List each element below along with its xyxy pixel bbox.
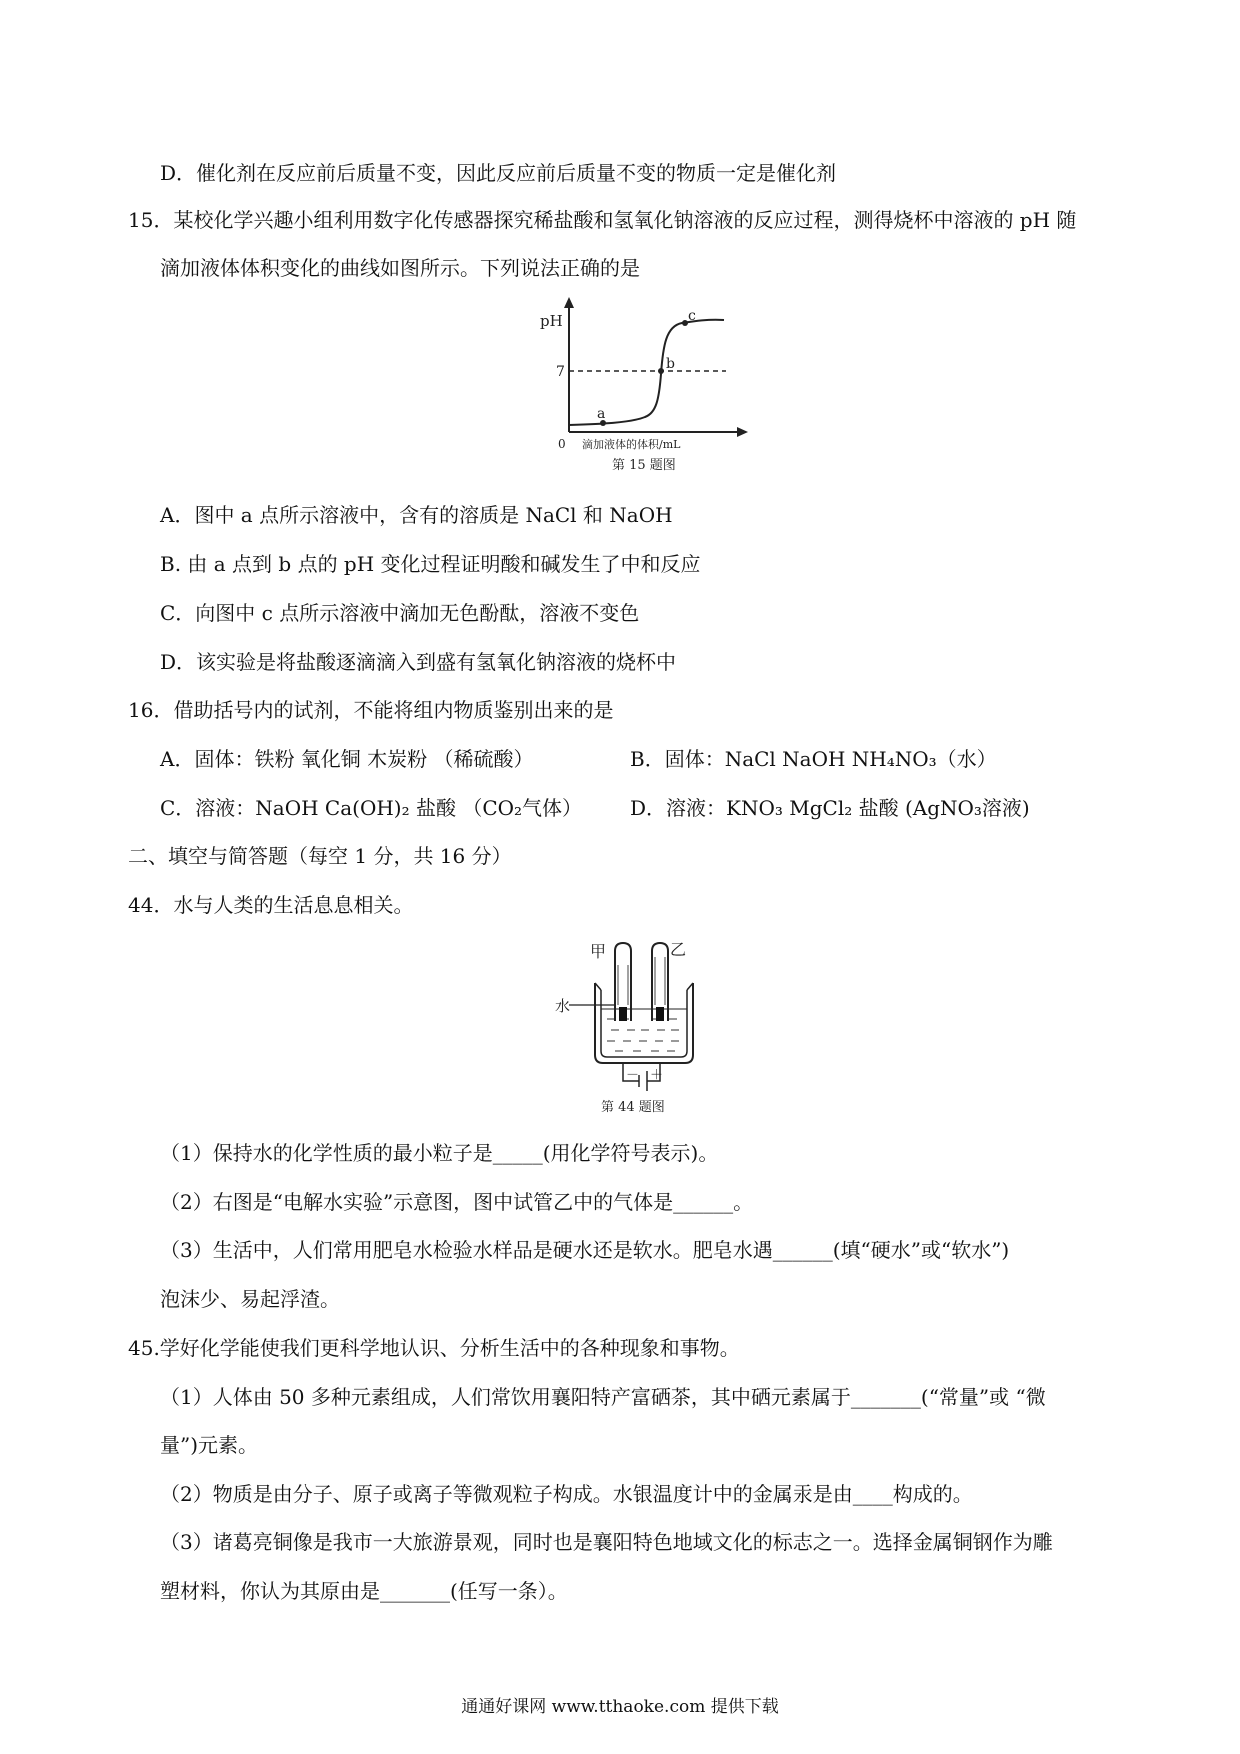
q15-ph-curve-figure [540,296,760,486]
q44-stem: 44．水与人类的生活息息相关。 [128,893,414,917]
point-c-label: c [688,308,696,324]
page-footer: 通通好课网 www.tthaoke.com 提供下载 [461,1697,779,1717]
point-b-label: b [666,356,675,372]
q16-option-a: A．固体：铁粉 氧化铜 木炭粉 （稀硫酸） [160,747,534,771]
q44-part2: （2）右图是“电解水实验”示意图，图中试管乙中的气体是______。 [160,1190,754,1214]
tick-7-label: 7 [556,364,565,380]
q15-stem-line1: 15．某校化学兴趣小组利用数字化传感器探究稀盐酸和氢氧化钠溶液的反应过程，测得烧杯中溶液的 pH 随 [128,208,1077,232]
label-plus: ＋ [650,1068,664,1083]
y-axis-label: pH [540,312,563,330]
q45-part3-line2: 塑材料，你认为其原由是_______(任写一条）。 [160,1579,568,1603]
point-a-label: a [597,406,606,422]
section-2-title: 二、填空与简答题（每空 1 分，共 16 分） [128,844,512,868]
q44-electrolysis-figure [555,935,715,1120]
q45-stem: 45.学好化学能使我们更科学地认识、分析生活中的各种现象和事物。 [128,1336,740,1360]
point-b-dot [658,368,664,374]
q45-part3-line1: （3）诸葛亮铜像是我市一大旅游景观，同时也是襄阳特色地域文化的标志之一。选择金属铜钢作为雕 [160,1530,1053,1554]
q44-part3-line2: 泡沫少、易起浮渣。 [160,1287,340,1311]
y-axis-arrow [564,297,574,308]
trough-inner [601,990,687,1057]
label-minus: － [626,1068,640,1083]
q16-option-c: C．溶液：NaOH Ca(OH)₂ 盐酸 （CO₂气体） [160,796,583,820]
q44-part1: （1）保持水的化学性质的最小粒子是_____(用化学符号表示)。 [160,1141,719,1165]
q16-option-b: B．固体：NaCl NaOH NH₄NO₃（水） [630,747,997,771]
origin-label: 0 [558,437,566,451]
electrode-negative [619,1007,627,1021]
label-water: 水 [555,997,571,1015]
q16-stem: 16．借助括号内的试剂，不能将组内物质鉴别出来的是 [128,698,614,722]
figure-15-caption: 第 15 题图 [612,458,676,473]
water-pattern [607,1019,679,1051]
q45-part1-line2: 量”)元素。 [160,1433,259,1457]
ph-curve [569,320,724,425]
q45-part2: （2）物质是由分子、原子或离子等微观粒子构成。水银温度计中的金属汞是由____构成的。 [160,1482,973,1506]
figure-44-caption: 第 44 题图 [601,1100,665,1115]
q15-option-c: C．向图中 c 点所示溶液中滴加无色酚酞，溶液不变色 [160,601,640,625]
q44-part3-line1: （3）生活中，人们常用肥皂水检验水样品是硬水还是软水。肥皂水遇______(填“硬水”或“软水”) [160,1238,1010,1262]
electrode-positive [656,1007,664,1021]
label-yi: 乙 [670,940,687,959]
x-axis-arrow [737,427,748,437]
q45-part1-line1: （1）人体由 50 多种元素组成，人们常饮用襄阳特产富硒茶，其中硒元素属于_______(“常量”或 “微 [160,1385,1046,1409]
x-axis-label: 滴加液体的体积/mL [582,438,681,451]
trough-outer [595,983,693,1063]
q15-option-a: A．图中 a 点所示溶液中，含有的溶质是 NaCl 和 NaOH [160,503,673,527]
q15-option-b: B. 由 a 点到 b 点的 pH 变化过程证明酸和碱发生了中和反应 [160,552,701,576]
q15-option-d: D．该实验是将盐酸逐滴滴入到盛有氢氧化钠溶液的烧杯中 [160,650,677,674]
q16-option-d: D．溶液：KNO₃ MgCl₂ 盐酸 (AgNO₃溶液) [630,796,1030,820]
q15-stem-line2: 滴加液体体积变化的曲线如图所示。下列说法正确的是 [160,256,640,280]
q14-option-d: D．催化剂在反应前后质量不变，因此反应前后质量不变的物质一定是催化剂 [160,161,837,185]
label-jia: 甲 [590,942,607,961]
